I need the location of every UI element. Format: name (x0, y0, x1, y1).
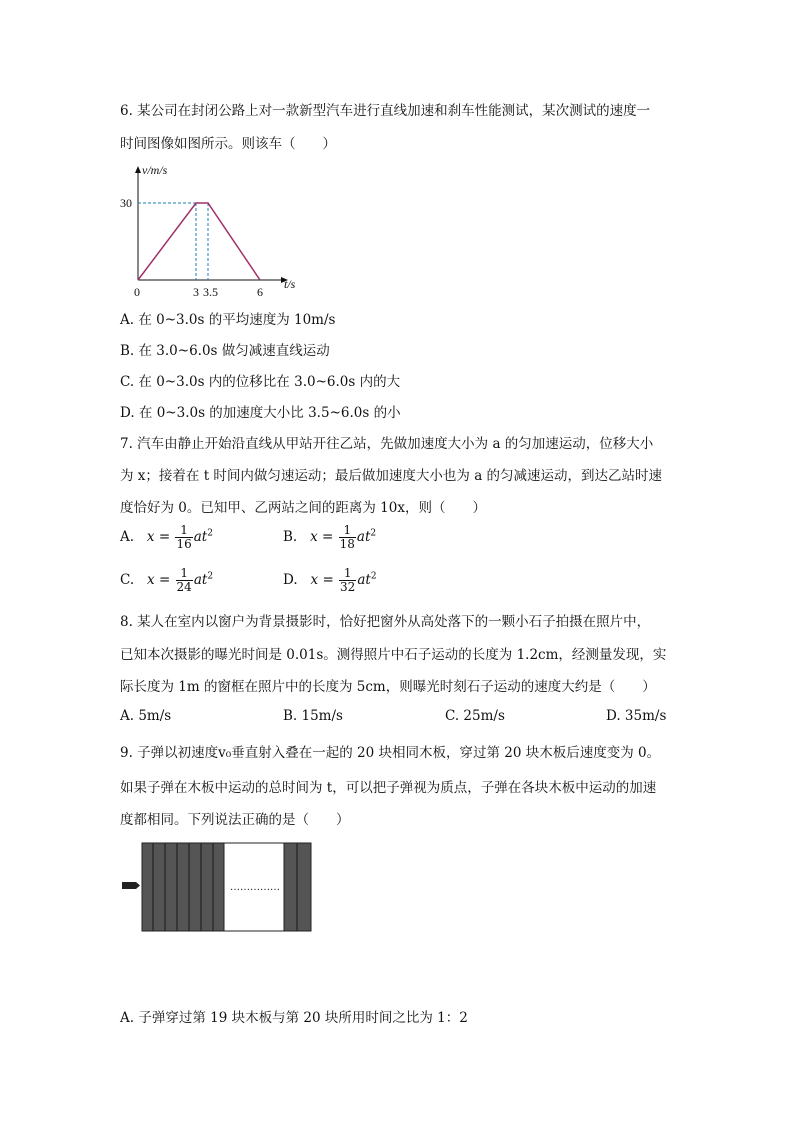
q9-boards-figure (118, 838, 318, 938)
q8-option-b: B. 15m/s (283, 708, 343, 724)
q7-option-d: D. x = $\frac{1}{32}$ $at^2$ (283, 566, 377, 594)
q6-vt-graph (118, 160, 318, 300)
q9-stem-line1: 9. 子弹以初速度v₀垂直射入叠在一起的 20 块相同木板，穿过第 20 块木板后速度变为 0。 (120, 745, 661, 761)
boards-dots: …………… (230, 882, 280, 893)
xtick-35: 3.5 (203, 285, 218, 299)
vt-line (138, 203, 260, 280)
q6-option-d: D. 在 0~3.0s 的加速度大小比 3.5~6.0s 的小 (120, 405, 401, 421)
bullet-tip (136, 882, 140, 889)
q7-stem-line2: 为 x；接着在 t 时间内做匀速运动；最后做加速度大小也为 a 的匀减速运动，到达乙站时速 (120, 468, 663, 484)
q8-option-c: C. 25m/s (445, 708, 505, 724)
xtick-3: 3 (193, 285, 199, 299)
q8-option-a: A. 5m/s (120, 708, 172, 724)
q8-stem-line3: 际长度为 1m 的窗框在照片中的长度为 5cm，则曝光时刻石子运动的速度大约是（ ） (120, 679, 656, 695)
ytick-30: 30 (120, 196, 132, 210)
q6-stem-line2: 时间图像如图所示。则该车（ ） (120, 136, 336, 152)
q7-stem-line1: 7. 汽车由静止开始沿直线从甲站开往乙站，先做加速度大小为 a 的匀加速运动，位移大小 (120, 436, 654, 452)
q6-option-a: A. 在 0~3.0s 的平均速度为 10m/s (120, 312, 336, 328)
y-axis-arrow (135, 166, 141, 173)
x-label: t/s (284, 277, 296, 291)
q6-stem-line1: 6. 某公司在封闭公路上对一款新型汽车进行直线加速和刹车性能测试，某次测试的速度一 (120, 103, 651, 119)
xtick-6: 6 (257, 285, 263, 299)
bullet (122, 882, 136, 889)
q8-stem-line2: 已知本次摄影的曝光时间是 0.01s。测得照片中石子运动的长度为 1.2cm，经测量发现，实 (120, 647, 667, 663)
q7-option-b: B. x = $\frac{1}{18}$ $at^2$ (283, 523, 377, 551)
q9-stem-line3: 度都相同。下列说法正确的是（ ） (120, 812, 350, 828)
q6-option-c: C. 在 0~3.0s 内的位移比在 3.0~6.0s 内的大 (120, 374, 401, 390)
q7-option-a: A. x = $\frac{1}{16}$ $at^2$ (120, 523, 213, 551)
q9-option-a: A. 子弹穿过第 19 块木板与第 20 块所用时间之比为 1：2 (120, 1010, 468, 1026)
xtick-0: 0 (134, 285, 140, 299)
q7-stem-line3: 度恰好为 0。已知甲、乙两站之间的距离为 10x，则（ ） (120, 500, 486, 516)
q6-option-b: B. 在 3.0~6.0s 做匀减速直线运动 (120, 343, 330, 359)
boards-left (142, 843, 224, 931)
q8-stem-line1: 8. 某人在室内以窗户为背景摄影时，恰好把窗外从高处落下的一颗小石子拍摄在照片中， (120, 614, 651, 630)
q7-option-c: C. x = $\frac{1}{24}$ $at^2$ (120, 566, 214, 594)
q9-stem-line2: 如果子弹在木板中运动的总时间为 t，可以把子弹视为质点，子弹在各块木板中运动的加速 (120, 780, 657, 796)
q8-option-d: D. 35m/s (606, 708, 667, 724)
y-label: v/m/s (142, 163, 168, 177)
